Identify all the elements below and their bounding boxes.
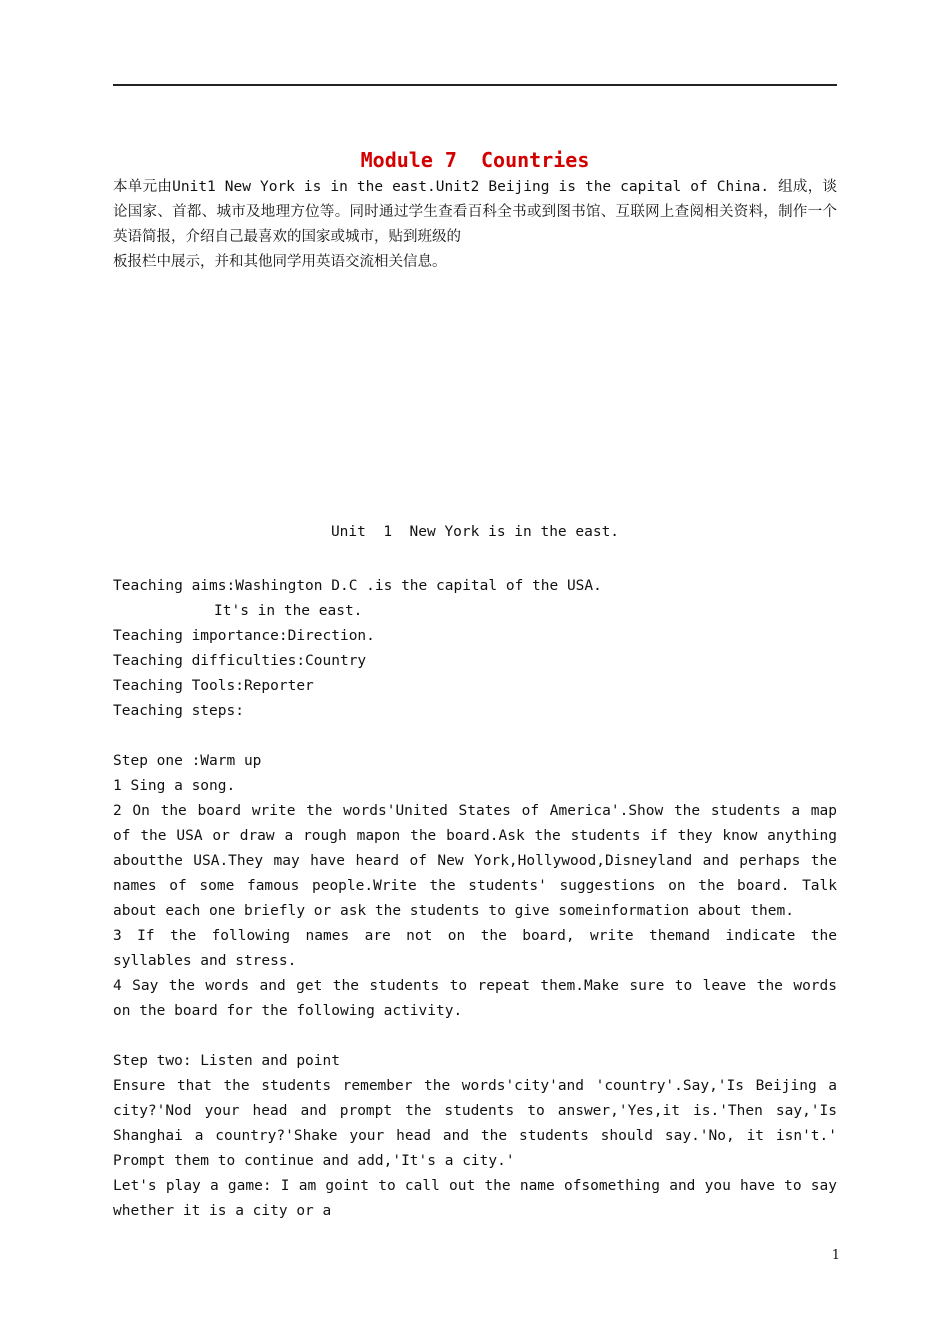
teaching-aims: Teaching aims:Washington D.C .is the capital of the USA. [113,578,602,594]
step-one-item-3: 3 If the following names are not on the board, write themand indicate the syllables and stress. [113,928,837,969]
step-one-heading: Step one :Warm up [113,753,262,769]
teaching-steps-label: Teaching steps: [113,703,244,719]
step-two-paragraph-1: Ensure that the students remember the words'city'and 'country'.Say,'Is Beijing a city?'Nod your head and prompt the students to answer,'Yes,it is.'Then say,'Is Shanghai a country?'Shake your head and the students should say.'No, it isn't.' Prompt them to continue and add,'It's a city.' [113,1078,837,1169]
spacer [113,1024,837,1049]
teaching-aims-continued: It's in the east. [214,603,363,619]
step-two-heading: Step two: Listen and point [113,1053,340,1069]
lesson-body [113,574,837,1224]
header-rule [113,84,837,86]
step-one-item-1: 1 Sing a song. [113,778,236,794]
teaching-importance: Teaching importance:Direction. [113,628,375,644]
teaching-tools: Teaching Tools:Reporter [113,678,314,694]
intro-paragraph-end: 板报栏中展示，并和其他同学用英语交流相关信息。 [113,254,447,270]
step-one-item-4: 4 Say the words and get the students to repeat them.Make sure to leave the words on the board for the following activity. [113,978,837,1019]
spacer [113,724,837,749]
step-one-item-2: 2 On the board write the words'United States of America'.Show the students a map of the USA or draw a rough mapon the board.Ask the students if they know anything aboutthe USA.They may have heard of New York,Hollywood,Disneyland and perhaps the names of some famous people.Write the students' suggestions on the board. Talk about each one briefly or ask the students to give someinformation about them. [113,803,837,919]
module-title: Module 7 Countries [360,148,590,172]
step-two-paragraph-2: Let's play a game: I am goint to call out the name ofsomething and you have to say whether it is a city or a [113,1178,837,1219]
intro-paragraph: 本单元由Unit1 New York is in the east.Unit2 Beijing is the capital of China. 组成，谈论国家、首都、城市及地理方位等。同时通过学生查看百科全书或到图书馆、互联网上查阅相关资料，制作一个英语简报，介绍自己最喜欢的国家或城市，贴到班级的 [113,179,837,245]
teaching-difficulties: Teaching difficulties:Country [113,653,367,669]
page-number: 1 [831,1248,840,1263]
unit-heading: Unit 1 New York is in the east. [330,524,620,540]
intro-section [113,175,837,275]
